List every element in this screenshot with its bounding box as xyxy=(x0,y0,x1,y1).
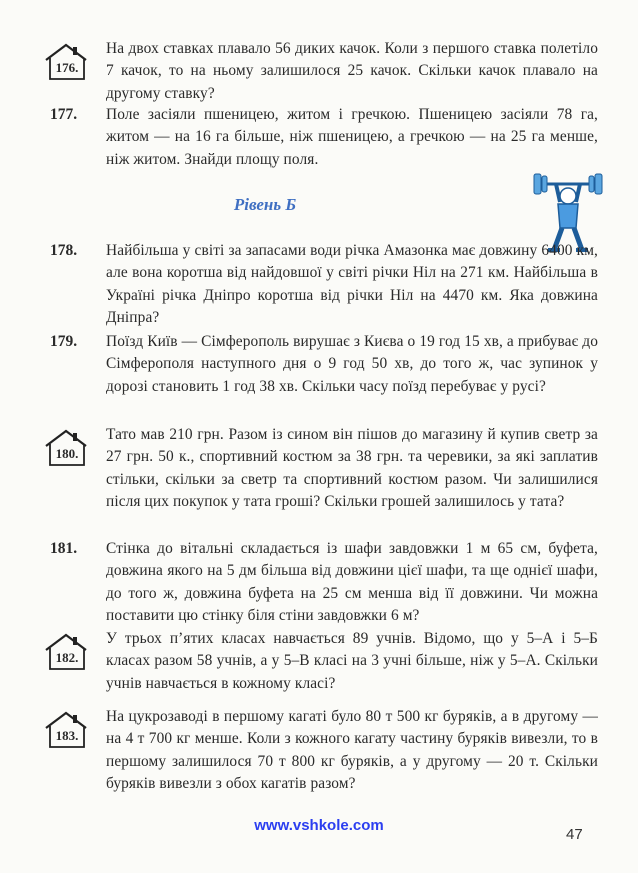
problem-number: 177. xyxy=(50,106,78,123)
problem-number: 176. xyxy=(55,60,79,75)
footer-url[interactable]: www.vshkole.com xyxy=(254,817,384,834)
problem-number: 181. xyxy=(50,540,78,557)
house-icon xyxy=(42,42,90,82)
problem-text: Поле засіяли пшеницею, житом і гречкою. Пшеницею засіяли 78 га, житом — на 16 га більше, ніж пшеницею, а гречкою — на 25 га менше, ніж житом. Знайди площу поля. xyxy=(106,106,598,168)
page-number: 47 xyxy=(566,826,583,843)
problem-text: У трьох п’ятих класах навчається 89 учнів. Відомо, що у 5–А і 5–Б класах разом 58 учнів, а у 5–В класі на 3 учні більше, ніж у 5–А. Скільки учнів навчається в кожному класі? xyxy=(106,630,598,692)
problem-number: 180. xyxy=(55,446,79,461)
problem-number: 182. xyxy=(55,650,79,665)
level-heading: Рівень Б xyxy=(233,195,297,214)
problem-text: На двох ставках плавало 56 диких качок. Коли з першого ставка полетіло 7 качок, то на ньому залишилося 25 качок. Скільки качок плавало на другому ставку? xyxy=(106,40,598,102)
problem-number: 178. xyxy=(50,242,78,259)
house-icon xyxy=(42,632,90,672)
house-icon xyxy=(42,428,90,468)
problem-text: Стінка до вітальні складається із шафи завдовжки 1 м 65 см, буфета, довжина якого на 5 дм більша від довжини цієї шафи, та ще однієї шафи, до того ж, довжина буфета на 25 см менша від її довжини. Чи можна поставити цю стінку біля стіни завдовжки 6 м? xyxy=(106,540,598,625)
house-icon xyxy=(42,710,90,750)
problem-text: Поїзд Київ — Сімферополь вирушає з Києва о 19 год 15 хв, а прибуває до Сімферополя наступного дня о 9 год 50 хв, до того ж, час зупинок у дорозі становить 1 год 38 хв. Скільки часу поїзд перебуває у русі? xyxy=(106,333,598,395)
problem-number: 183. xyxy=(55,728,79,743)
problem-text: Найбільша у світі за запасами води річка Амазонка має довжину 6400 км, але вона коротша від найдовшої у світі річки Ніл на 271 км. Найбільша в Україні річка Дніпро коротша від річки Ніл на 4470 км. Яка довжина Дніпра? xyxy=(106,242,598,327)
problem-text: Тато мав 210 грн. Разом із сином він пішов до магазину й купив светр за 27 грн. 50 к., спортивний костюм за 38 грн. та черевики, за які заплатив стільки, скільки за светр та спортивний костюм разом. Чи залишилися після цих покупок у тата гроші? Скільки грошей залишилось у тата? xyxy=(106,426,598,511)
problem-text: На цукрозаводі в першому кагаті було 80 т 500 кг буряків, а в другому — на 4 т 700 кг менше. Коли з кожного кагату частину буряків вивезли, то в першому залишилося 70 т 800 кг буряків, а у другому — 20 т. Скільки буряків вивезли з обох кагатів разом? xyxy=(106,708,598,793)
problem-number: 179. xyxy=(50,333,78,350)
